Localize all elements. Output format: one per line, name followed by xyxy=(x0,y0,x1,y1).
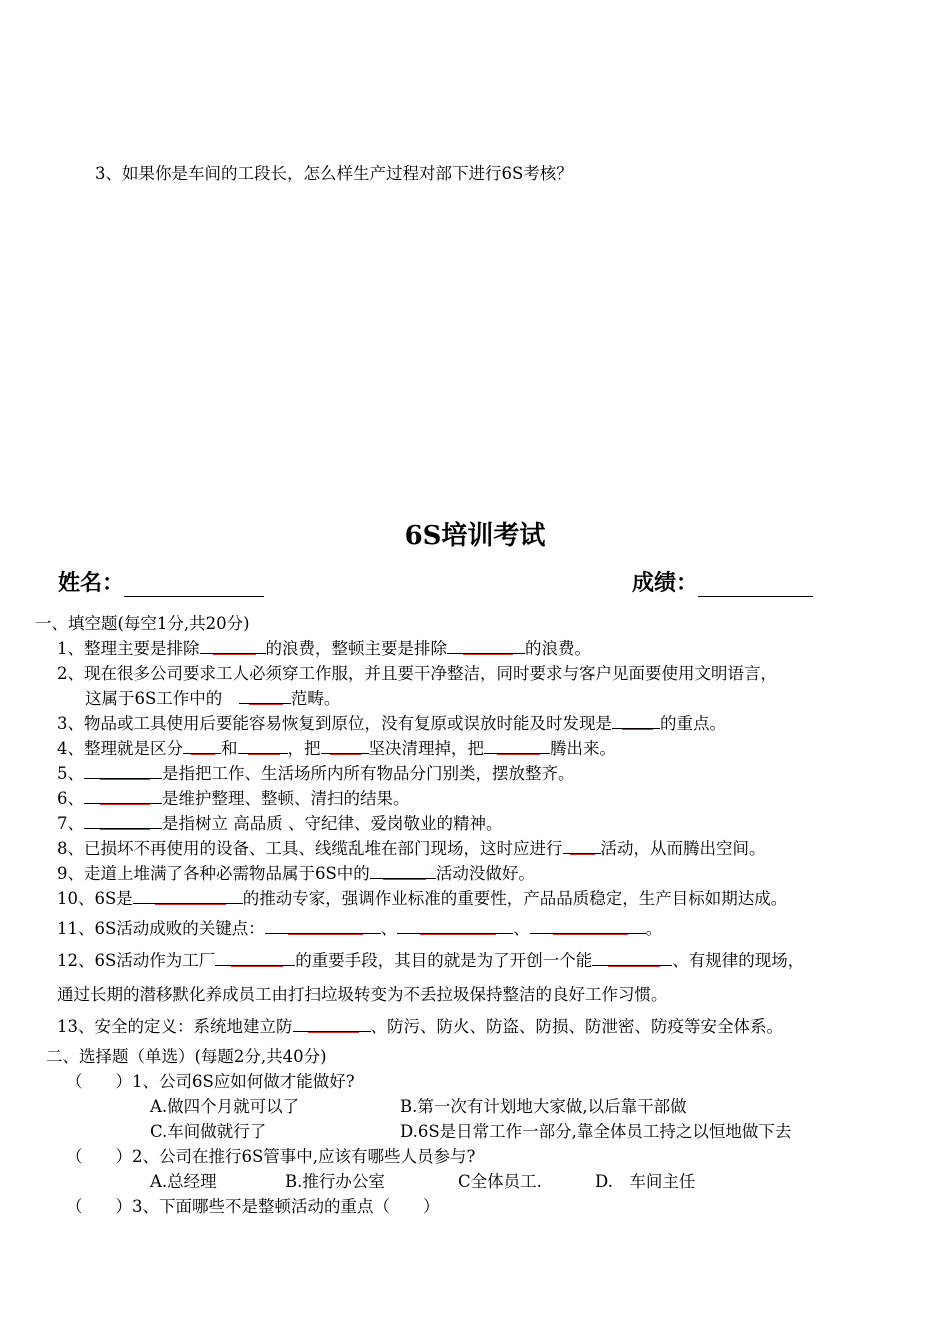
question-line xyxy=(66,1143,475,1167)
question-text: 的推动专家，强调作业标准的重要性，产品品质稳定，生产目标如期达成。 xyxy=(242,889,788,908)
question-line xyxy=(57,915,662,939)
question-line xyxy=(400,1093,687,1117)
answer-blank[interactable] xyxy=(84,787,162,805)
question-text: 一、填空题(每空1分,共20分) xyxy=(35,614,250,633)
question-line xyxy=(66,1193,440,1217)
score-blank xyxy=(698,576,813,597)
answer-blank[interactable] xyxy=(397,917,513,935)
answer-blank[interactable] xyxy=(612,712,660,730)
question-line xyxy=(150,1093,299,1117)
question-text: 、 xyxy=(380,919,398,938)
answer-blank[interactable] xyxy=(592,949,672,967)
question-line xyxy=(57,885,787,909)
question-text: 9、走道上堆满了各种必需物品属于6S中的 xyxy=(57,864,370,883)
question-text: 13、安全的定义：系统地建立防 xyxy=(57,1017,293,1036)
question-line xyxy=(85,685,340,709)
answer-blank[interactable] xyxy=(239,687,291,705)
question-text: 的浪费。 xyxy=(525,639,591,658)
question-text: 这属于6S工作中的 xyxy=(85,689,239,708)
question-line xyxy=(285,1168,385,1192)
question-text: （ ）3、下面哪些不是整顿活动的重点（ ） xyxy=(66,1197,440,1216)
answer-blank[interactable] xyxy=(321,737,369,755)
question-text: B.推行办公室 xyxy=(285,1172,385,1191)
question-3-essay: 3、如果你是车间的工段长，怎么样生产过程对部下进行6S考核？ xyxy=(95,164,573,183)
name-label: 姓名： xyxy=(58,570,125,596)
question-text: 3、物品或工具使用后要能容易恢复到原位，没有复原或误放时能及时发现是 xyxy=(57,714,612,733)
question-text: ，把 xyxy=(287,739,321,758)
question-line xyxy=(46,1043,327,1067)
question-text: 的浪费，整顿主要是排除 xyxy=(265,639,447,658)
question-text: 8、已损坏不再使用的设备、工具、线缆乱堆在部门现场，这时应进行 xyxy=(57,839,563,858)
question-text: （ ）1、公司6S应如何做才能做好? xyxy=(66,1072,355,1091)
answer-blank[interactable] xyxy=(215,949,295,967)
question-text: 2、现在很多公司要求工人必须穿工作服，并且要干净整洁，同时要求与客户见面要使用文明语言， xyxy=(57,664,777,683)
question-text: 的重点。 xyxy=(660,714,726,733)
question-text: 活动，从而腾出空间。 xyxy=(600,839,766,858)
question-line xyxy=(57,660,777,684)
question-text: D.6S是日常工作一部分,靠全体员工持之以恒地做下去 xyxy=(400,1122,792,1141)
question-line xyxy=(57,981,668,1005)
answer-blank[interactable] xyxy=(484,737,550,755)
question-text: 、有规律的现场， xyxy=(672,951,805,970)
question-line xyxy=(595,1168,695,1192)
name-field xyxy=(58,566,264,597)
question-text: 、防污、防火、防盗、防损、防泄密、防疫等安全体系。 xyxy=(370,1017,783,1036)
question-text: 是维护整理、整顿、清扫的结果。 xyxy=(162,789,410,808)
question-text: 腾出来。 xyxy=(550,739,616,758)
question-text: A.做四个月就可以了 xyxy=(150,1097,300,1116)
answer-blank[interactable] xyxy=(84,812,162,830)
question-line xyxy=(57,947,804,971)
answer-blank[interactable] xyxy=(265,917,381,935)
question-text: 、 xyxy=(513,919,530,938)
question-text: 11、6S活动成败的关键点： xyxy=(57,919,265,938)
question-text: 和 xyxy=(221,739,238,758)
question-line xyxy=(35,610,250,634)
answer-blank[interactable] xyxy=(183,737,221,755)
question-text: A.总经理 xyxy=(150,1172,217,1191)
answer-blank[interactable] xyxy=(370,862,436,880)
question-text: 二、选择题（单选）(每题2分,共40分) xyxy=(46,1047,327,1066)
answer-blank[interactable] xyxy=(200,637,266,655)
answer-blank[interactable] xyxy=(293,1015,371,1033)
name-blank xyxy=(124,576,264,597)
score-field xyxy=(632,566,813,597)
question-line xyxy=(57,860,535,884)
question-text: （ ）2、公司在推行6S管事中,应该有哪些人员参与? xyxy=(66,1147,476,1166)
question-text: 7、 xyxy=(57,814,84,833)
question-line xyxy=(150,1118,266,1142)
answer-blank[interactable] xyxy=(238,737,288,755)
answer-blank[interactable] xyxy=(530,917,646,935)
question-text: C.车间做就行了 xyxy=(150,1122,267,1141)
question-line xyxy=(150,1168,217,1192)
question-line xyxy=(458,1168,542,1192)
answer-blank[interactable] xyxy=(133,887,243,905)
question-text: 是指把工作、生活场所内所有物品分门别类，摆放整齐。 xyxy=(162,764,575,783)
question-line xyxy=(57,710,726,734)
question-line xyxy=(57,835,766,859)
question-text: 4、整理就是区分 xyxy=(57,739,183,758)
question-text: 12、6S活动作为工厂 xyxy=(57,951,216,970)
question-text: 通过长期的潜移默化养成员工由打扫垃圾转变为不丢拉圾保持整洁的良好工作习惯。 xyxy=(57,985,668,1004)
question-text: 的重要手段，其目的就是为了开创一个能 xyxy=(295,951,593,970)
question-line xyxy=(57,635,591,659)
question-text: 5、 xyxy=(57,764,84,783)
question-line xyxy=(57,735,616,759)
question-line xyxy=(57,810,503,834)
answer-blank[interactable] xyxy=(563,837,601,855)
question-text: C全体员工. xyxy=(458,1172,542,1191)
answer-blank[interactable] xyxy=(84,762,162,780)
question-text: D. 车间主任 xyxy=(595,1172,696,1191)
question-text: 1、整理主要是排除 xyxy=(57,639,200,658)
page-title: 6S培训考试 xyxy=(404,521,546,551)
question-line xyxy=(66,1068,355,1092)
question-line xyxy=(400,1118,791,1142)
question-text: B.第一次有计划地大家做,以后靠干部做 xyxy=(400,1097,687,1116)
question-line xyxy=(57,760,575,784)
question-text: 10、6S是 xyxy=(57,889,133,908)
question-text: 活动没做好。 xyxy=(435,864,535,883)
question-text: 是指树立 高品质 、守纪律、爱岗敬业的精神。 xyxy=(162,814,503,833)
question-text: 坚决清理掉，把 xyxy=(368,739,484,758)
question-text: 6、 xyxy=(57,789,84,808)
question-line xyxy=(57,1013,783,1037)
question-line xyxy=(57,785,410,809)
question-text: 。 xyxy=(645,919,663,938)
score-label: 成绩： xyxy=(632,570,699,596)
answer-blank[interactable] xyxy=(447,637,525,655)
question-text: 范畴。 xyxy=(290,689,341,708)
